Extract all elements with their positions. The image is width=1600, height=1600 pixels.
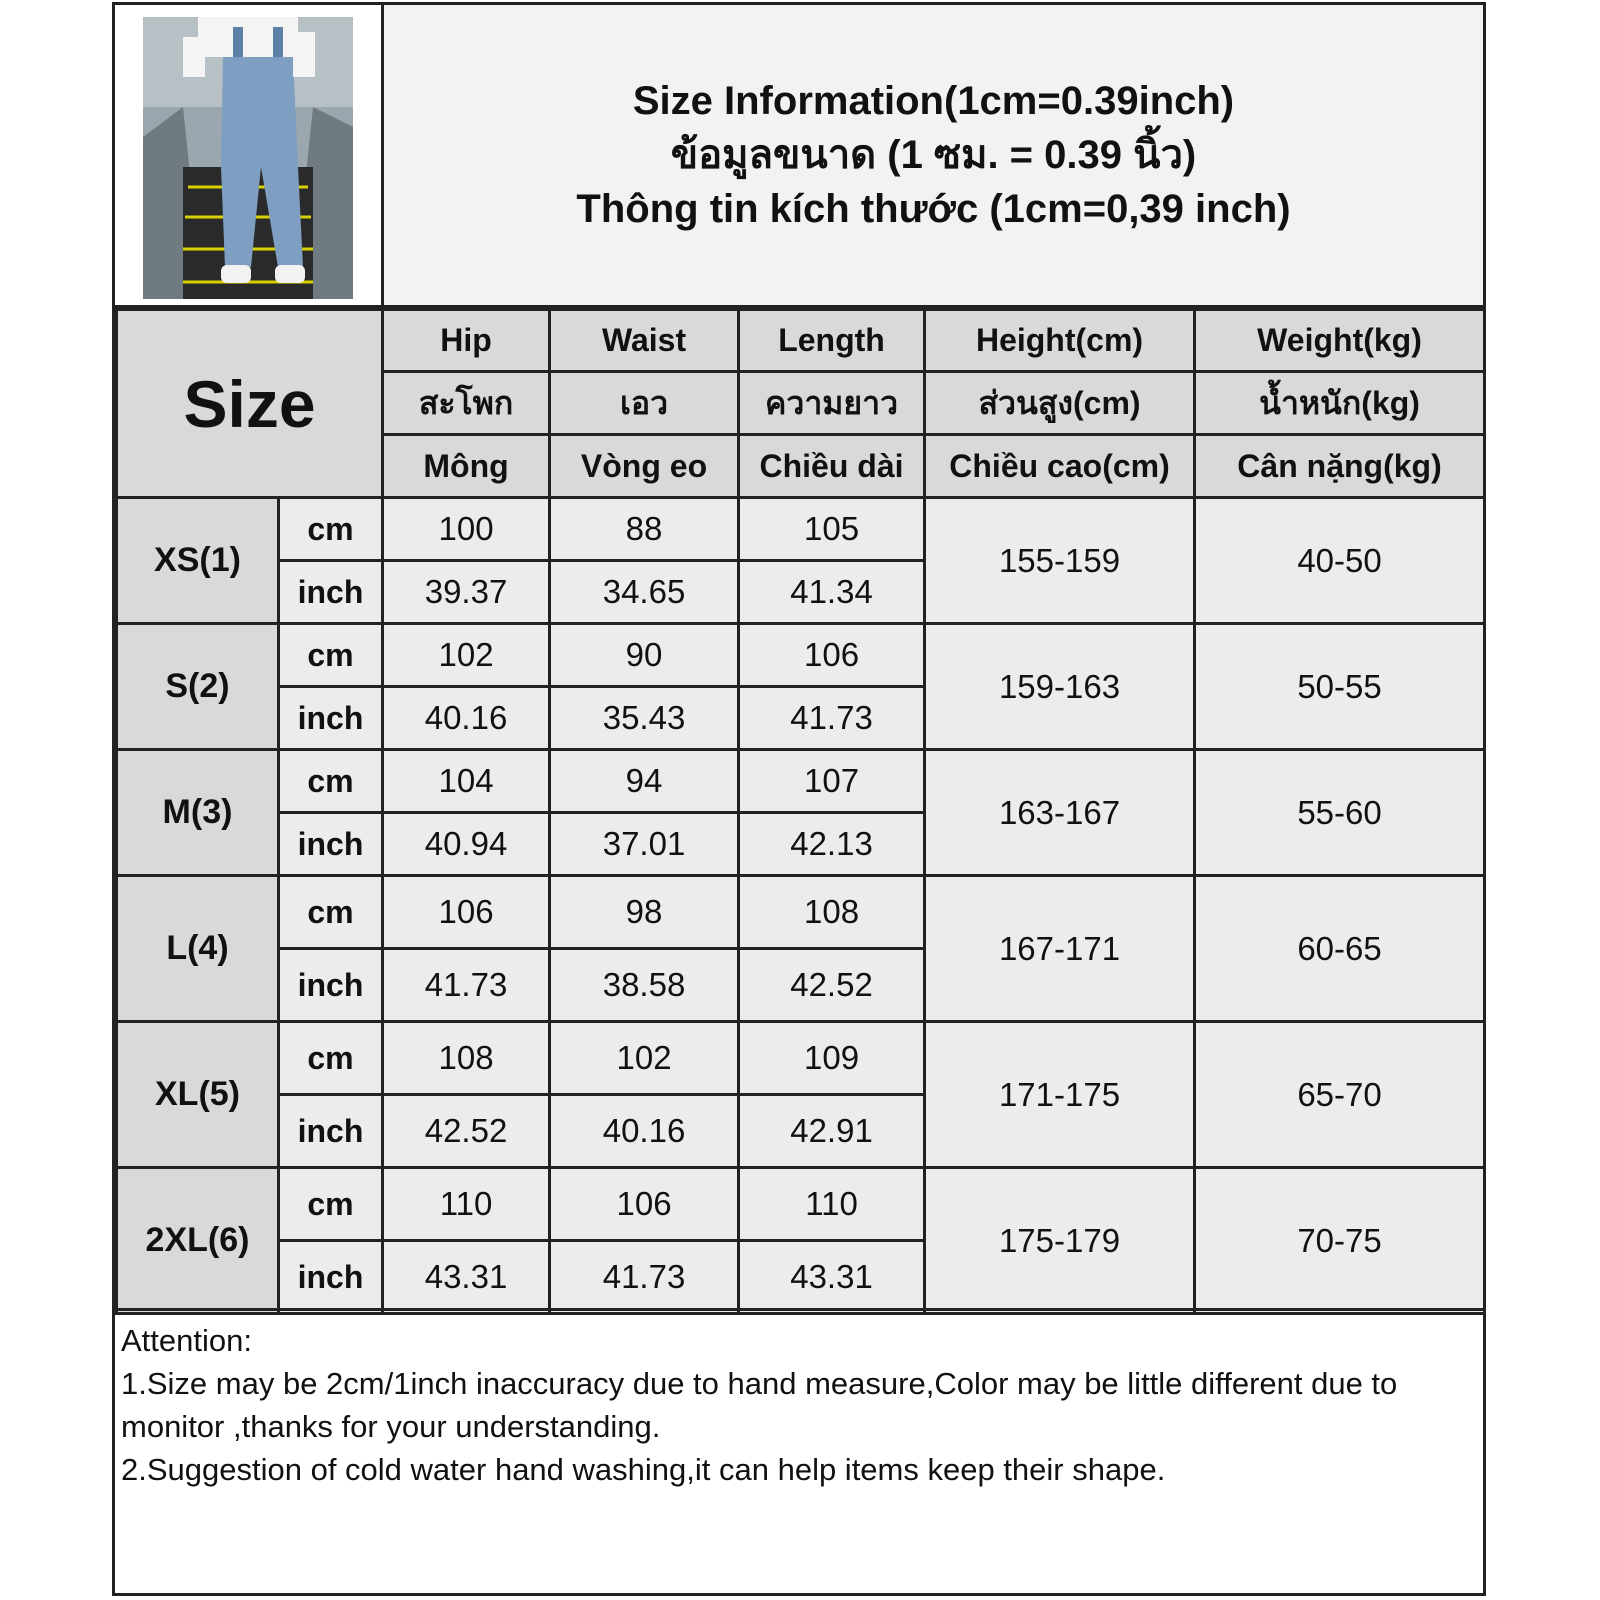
hip-inch: 40.16: [383, 687, 550, 750]
weight-range: 40-50: [1195, 498, 1485, 624]
header-section: [115, 5, 1483, 308]
table-row: [117, 624, 1485, 687]
length-inch: 42.13: [739, 813, 925, 876]
length-inch: 41.34: [739, 561, 925, 624]
hip-cm: 104: [383, 750, 550, 813]
product-photo-box: [115, 5, 384, 305]
length-header-vi: Chiều dài: [739, 435, 925, 498]
waist-cm: 98: [550, 876, 739, 949]
size-label: XL(5): [117, 1022, 279, 1168]
size-label: L(4): [117, 876, 279, 1022]
hip-header-en: Hip: [383, 310, 550, 372]
length-inch: 41.73: [739, 687, 925, 750]
table-row: [117, 1168, 1485, 1241]
length-cm: 106: [739, 624, 925, 687]
unit-cm: cm: [279, 624, 383, 687]
unit-inch: inch: [279, 813, 383, 876]
table-row: [117, 750, 1485, 813]
weight-range: 60-65: [1195, 876, 1485, 1022]
size-chart: [112, 2, 1486, 1596]
length-header-en: Length: [739, 310, 925, 372]
height-range: 155-159: [925, 498, 1195, 624]
title-vietnamese: Thông tin kích thước (1cm=0,39 inch): [576, 187, 1291, 231]
unit-inch: inch: [279, 1241, 383, 1314]
length-inch: 42.91: [739, 1095, 925, 1168]
table-row: [117, 1022, 1485, 1095]
waist-inch: 40.16: [550, 1095, 739, 1168]
unit-cm: cm: [279, 1168, 383, 1241]
height-range: 163-167: [925, 750, 1195, 876]
length-header-th: ความยาว: [739, 372, 925, 435]
table-row: [117, 876, 1485, 949]
hip-cm: 100: [383, 498, 550, 561]
unit-cm: cm: [279, 498, 383, 561]
hip-inch: 41.73: [383, 949, 550, 1022]
unit-cm: cm: [279, 1022, 383, 1095]
waist-header-en: Waist: [550, 310, 739, 372]
unit-inch: inch: [279, 561, 383, 624]
hip-cm: 108: [383, 1022, 550, 1095]
length-cm: 110: [739, 1168, 925, 1241]
height-range: 175-179: [925, 1168, 1195, 1314]
height-range: 159-163: [925, 624, 1195, 750]
waist-inch: 38.58: [550, 949, 739, 1022]
length-inch: 42.52: [739, 949, 925, 1022]
waist-inch: 37.01: [550, 813, 739, 876]
table-row: [117, 498, 1485, 561]
length-cm: 107: [739, 750, 925, 813]
hip-inch: 43.31: [383, 1241, 550, 1314]
size-label: XS(1): [117, 498, 279, 624]
hip-header-th: สะโพก: [383, 372, 550, 435]
title-english: Size Information(1cm=0.39inch): [632, 79, 1235, 123]
hip-inch: 39.37: [383, 561, 550, 624]
attention-note-1: 1.Size may be 2cm/1inch inaccuracy due to hand measure,Color may be little different due to monitor ,thanks for your understanding.: [121, 1366, 1398, 1444]
unit-cm: cm: [279, 750, 383, 813]
attention-notes: [115, 1308, 1483, 1593]
waist-header-th: เอว: [550, 372, 739, 435]
height-header-th: ส่วนสูง(cm): [925, 372, 1195, 435]
attention-note-2: 2.Suggestion of cold water hand washing,it can help items keep their shape.: [121, 1452, 1166, 1487]
waist-inch: 35.43: [550, 687, 739, 750]
hip-inch: 42.52: [383, 1095, 550, 1168]
weight-header-th: น้ำหนัก(kg): [1195, 372, 1485, 435]
weight-header-vi: Cân nặng(kg): [1195, 435, 1485, 498]
waist-cm: 102: [550, 1022, 739, 1095]
unit-inch: inch: [279, 949, 383, 1022]
waist-inch: 34.65: [550, 561, 739, 624]
size-header: Size: [117, 310, 383, 498]
weight-range: 65-70: [1195, 1022, 1485, 1168]
unit-cm: cm: [279, 876, 383, 949]
product-photo: [143, 17, 353, 299]
title-thai: ข้อมูลขนาด (1 ซม. = 0.39 นิ้ว): [670, 133, 1197, 177]
hip-inch: 40.94: [383, 813, 550, 876]
height-range: 171-175: [925, 1022, 1195, 1168]
weight-range: 50-55: [1195, 624, 1485, 750]
size-label: S(2): [117, 624, 279, 750]
length-inch: 43.31: [739, 1241, 925, 1314]
size-table: [115, 308, 1486, 1315]
unit-inch: inch: [279, 1095, 383, 1168]
hip-header-vi: Mông: [383, 435, 550, 498]
size-label: 2XL(6): [117, 1168, 279, 1314]
waist-cm: 94: [550, 750, 739, 813]
hip-cm: 102: [383, 624, 550, 687]
height-header-en: Height(cm): [925, 310, 1195, 372]
length-cm: 109: [739, 1022, 925, 1095]
weight-range: 70-75: [1195, 1168, 1485, 1314]
unit-inch: inch: [279, 687, 383, 750]
weight-range: 55-60: [1195, 750, 1485, 876]
length-cm: 108: [739, 876, 925, 949]
waist-cm: 90: [550, 624, 739, 687]
waist-inch: 41.73: [550, 1241, 739, 1314]
attention-title: Attention:: [121, 1323, 252, 1358]
size-information-title: [384, 5, 1483, 305]
length-cm: 105: [739, 498, 925, 561]
overalls-model-illustration: [143, 17, 353, 299]
hip-cm: 110: [383, 1168, 550, 1241]
weight-header-en: Weight(kg): [1195, 310, 1485, 372]
waist-cm: 88: [550, 498, 739, 561]
waist-header-vi: Vòng eo: [550, 435, 739, 498]
height-range: 167-171: [925, 876, 1195, 1022]
size-label: M(3): [117, 750, 279, 876]
waist-cm: 106: [550, 1168, 739, 1241]
height-header-vi: Chiều cao(cm): [925, 435, 1195, 498]
hip-cm: 106: [383, 876, 550, 949]
